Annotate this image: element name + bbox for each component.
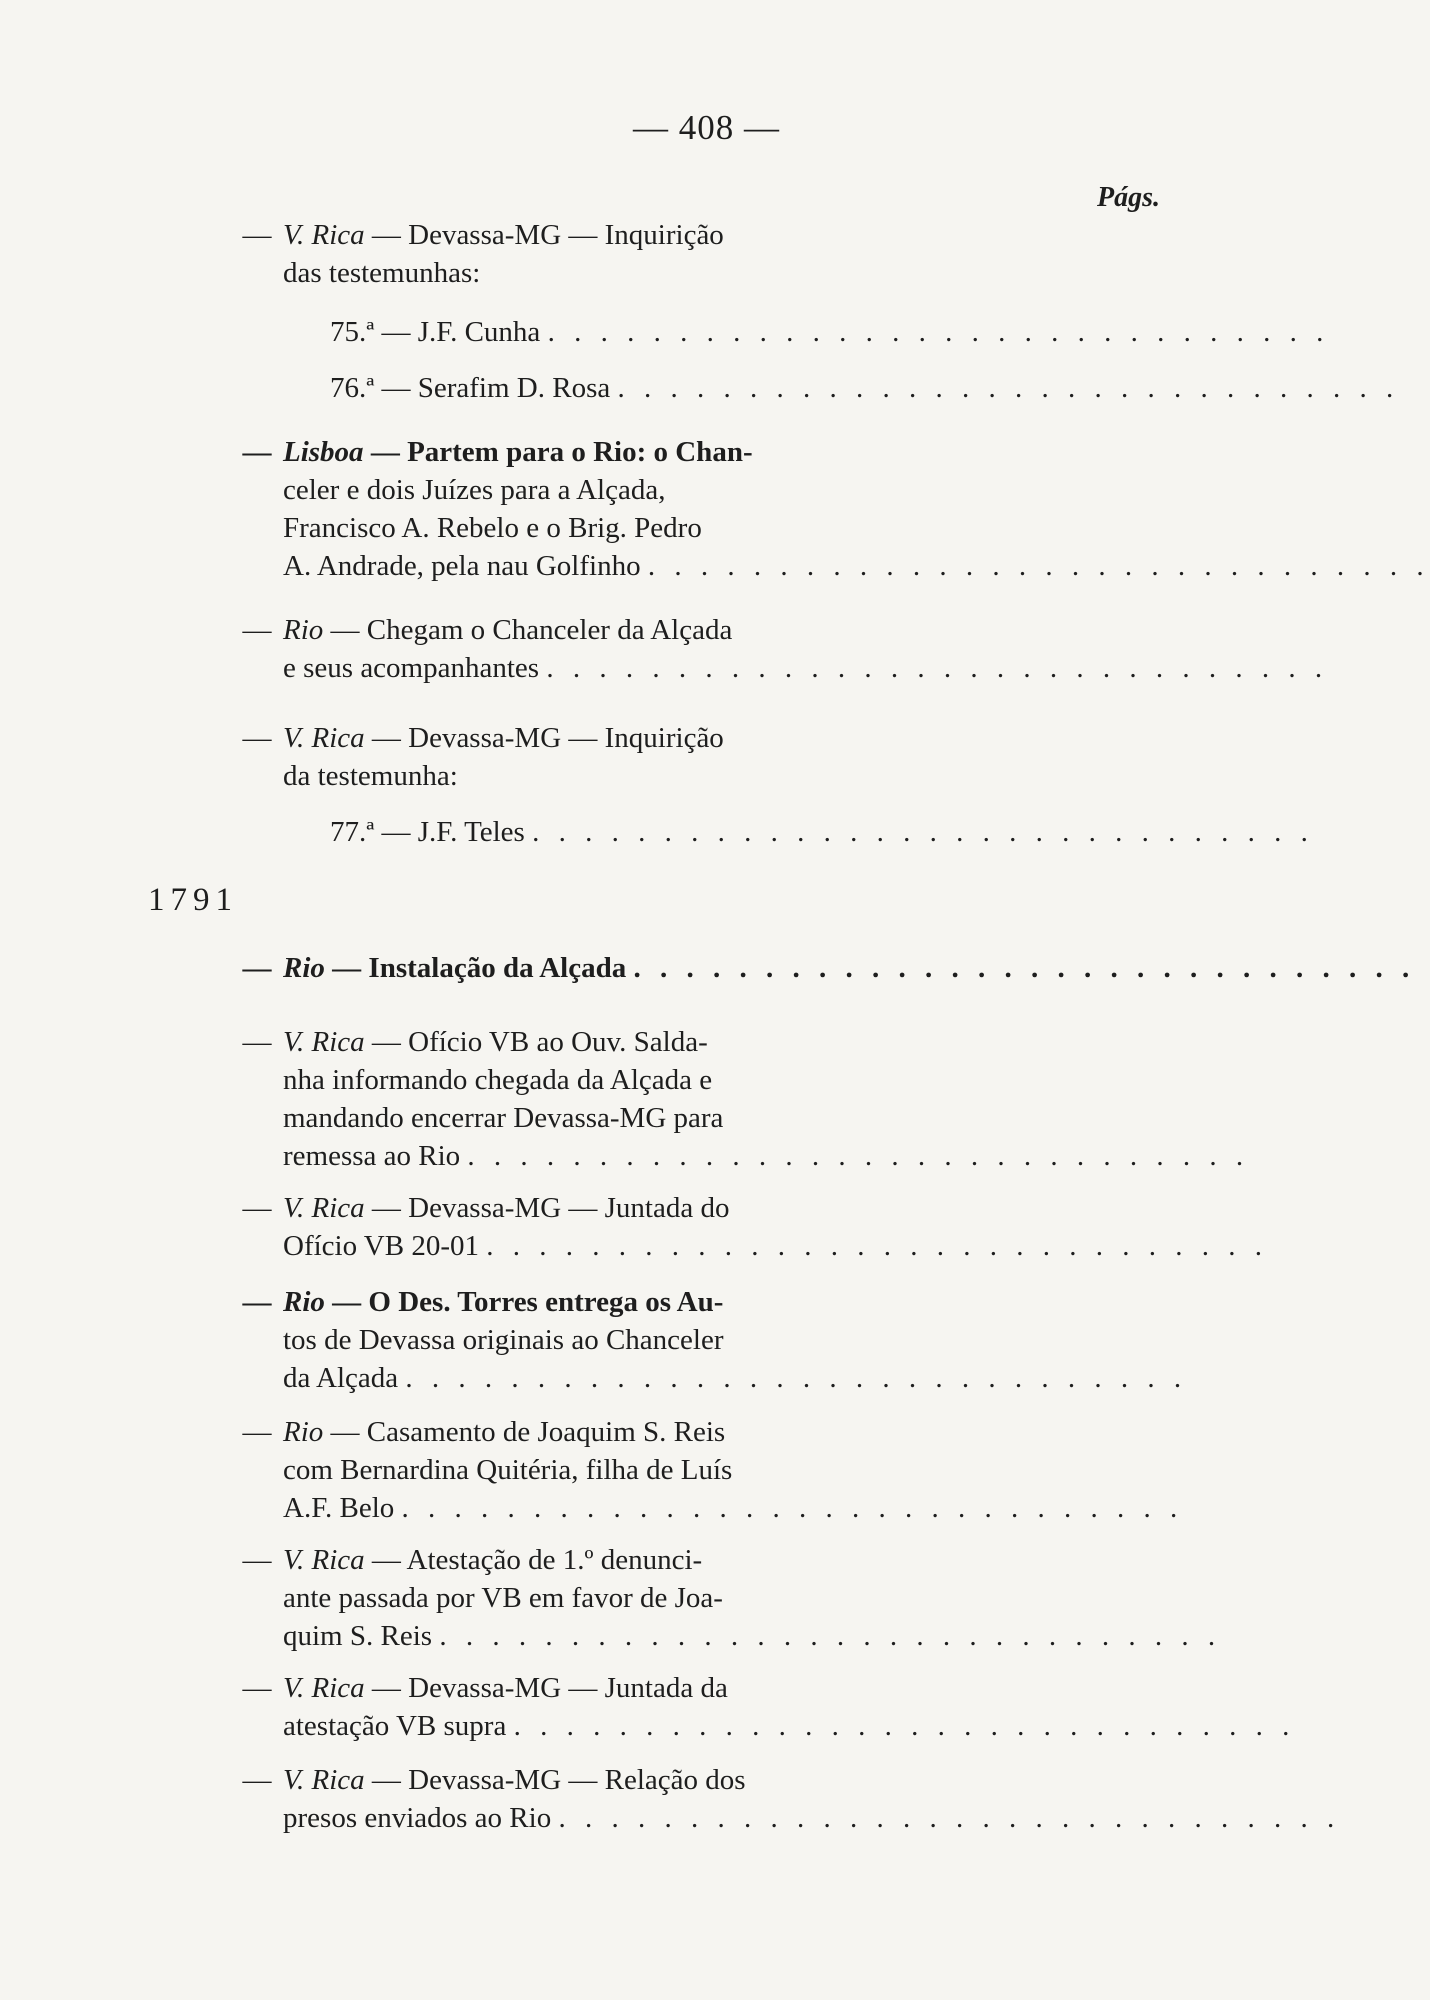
entry-place: V. Rica: [283, 1192, 365, 1224]
testimony-label: 75.ª — J.F. Cunha: [330, 316, 541, 348]
entry-place: Rio: [283, 614, 324, 646]
pages-column-header: Págs.: [1097, 182, 1160, 213]
entry-place: V. Rica: [283, 1672, 365, 1704]
entry-place: V. Rica: [283, 1026, 365, 1058]
document-page: — 408 — Págs. — V. Rica — Devassa-MG — Inquirição das testemunhas: 75.ª — J.F. Cunha . . . . . . . . . . . . . . . . . . . . . . . . . . . . . . 76.ª — Serafim D. Rosa . . . . . . . . . . . . . . . . . . . . . . . . . . . . . . — Lisboa — Partem para o Rio: o Chan- celer e dois Juízes para a Alçada, Francisco A. Rebelo e o Brig. Pedro A. Andrade, pela nau Golfinho . . . . . . . . . . . . . . . . . . . . . . . . . . . . . . — Rio — Chegam o Chanceler da Alçada e seus acompanhantes . . . . . . . . . . . . . . . . . . . . . . . . . . . . . . — V. Rica — Devassa-MG — Inquirição da testemunha: 77.ª — J.F. Teles . . . . . . . . . . . . . . . . . . . . . . . . . . . . . . 1791 — Rio — Instalação da Alçada . . . . . . . . . . . . . . . . . . . . . . . . . . . . . . — V. Rica — Ofício VB ao Ouv. Salda- nha informando chegada da Alçada e mandando encerrar Devassa-MG para remessa ao Rio . . . . . . . . . . . . . . . . . . . . . . . . . . . . . . — V. Rica — Devassa-MG — Juntada do Ofício VB 20-01 . . . . . . . . . . . . . . . . . . . . . . . . . . . . . . — Rio — O Des. Torres entrega os Au- tos de Devassa originais ao Chanceler da Alçada . . . . . . . . . . . . . . . . . . . . . . . . . . . . . . — Rio — Casamento de Joaquim S. Reis com Bernardina Quitéria, filha de Luís A.F. Belo . . . . . . . . . . . . . . . . . . . . . . . . . . . . . . — V. Rica — Atestação de 1.º denunci- ante passada por VB em favor de Joa- quim S. Reis . . . . . . . . . . . . . . . . . . . . . . . . . . . . . . — V. Rica — Devassa-MG — Juntada da atestação VB supra . . . . . . . . . . . . . . . . . . . . . . . . . . . . . . — V. Rica — Devassa-MG — Relação dos presos enviados ao Rio . . . . . . . . . . . . . . . . . . . . . . . . . . . . . .: [0, 0, 1413, 2000]
entry-place: Rio: [283, 1286, 325, 1318]
entry-text: — Devassa-MG — Inquirição: [371, 219, 724, 251]
entry-place: Rio: [283, 1416, 324, 1448]
entry-place: V. Rica: [283, 722, 365, 754]
entry-place: V. Rica: [283, 1764, 365, 1796]
testimony-label: 76.ª — Serafim D. Rosa: [330, 372, 611, 404]
testimony-label: 77.ª — J.F. Teles: [330, 816, 525, 848]
year-heading: 1791: [148, 882, 238, 918]
entry-place: Lisboa: [283, 436, 364, 468]
page-number: — 408 —: [633, 108, 780, 147]
entry-text-cont: das testemunhas:: [283, 257, 481, 289]
entry-place: Rio: [283, 952, 325, 984]
entry-text: — Partem para o Rio: o Chan-: [370, 436, 753, 468]
entry-place: V. Rica: [283, 1544, 365, 1576]
entry-place: V. Rica: [283, 219, 365, 251]
